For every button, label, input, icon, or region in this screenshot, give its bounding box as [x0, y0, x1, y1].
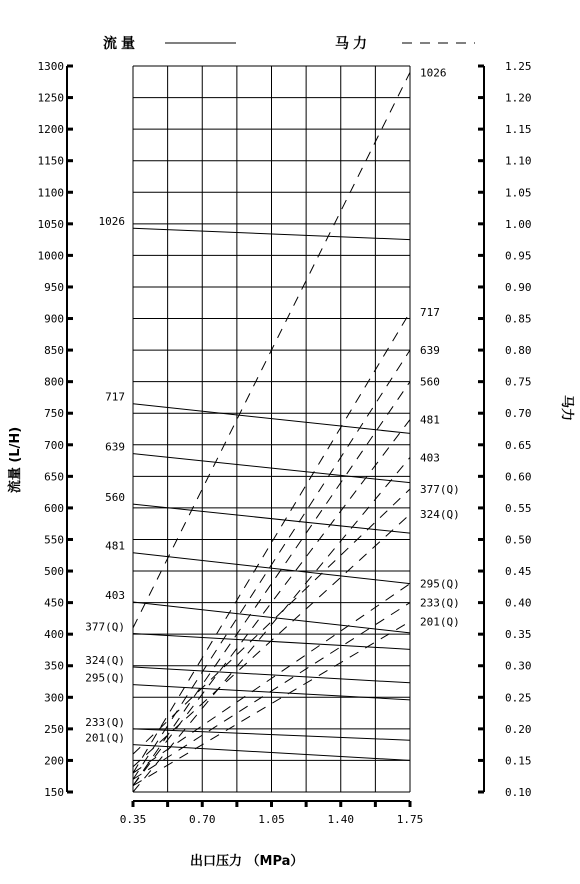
y-left-tick-label: 250 — [44, 722, 64, 736]
y-right-tick-mark — [478, 254, 484, 257]
y-left-tick-mark — [67, 727, 73, 730]
y-right-tick-label: 0.15 — [505, 754, 532, 768]
y-right-tick-label: 0.85 — [505, 312, 532, 326]
flow-curve-label: 201(Q) — [85, 731, 125, 745]
y-right-tick-mark — [478, 443, 484, 446]
y-left-tick-mark — [67, 759, 73, 762]
y-right-tick-label: 0.35 — [505, 628, 532, 642]
y-left-tick-mark — [67, 96, 73, 99]
flow-curve-label: 1026 — [98, 215, 125, 229]
y-right-tick-mark — [478, 791, 484, 794]
y-left-tick-mark — [67, 664, 73, 667]
x-tick-mark — [374, 801, 377, 807]
curve-labels — [85, 66, 460, 744]
y-right-tick-label: 0.50 — [505, 533, 532, 547]
y-axis-left-title: 流量 (L/H) — [8, 426, 23, 494]
y-right-tick-label: 0.80 — [505, 344, 532, 358]
power-curve-label: 639 — [420, 344, 440, 358]
flow-curve-label: 717 — [105, 390, 125, 404]
y-right-tick-mark — [478, 380, 484, 383]
power-curve-label: 233(Q) — [420, 596, 460, 610]
x-tick-mark — [201, 801, 204, 807]
flow-curve-label: 377(Q) — [85, 620, 125, 634]
y-left-tick-mark — [67, 317, 73, 320]
y-left-tick-mark — [67, 570, 73, 573]
flow-curve-label: 295(Q) — [85, 671, 125, 685]
y-left-tick-label: 1250 — [37, 91, 64, 105]
y-right-tick-label: 0.25 — [505, 691, 532, 705]
y-right-tick-label: 1.15 — [505, 123, 532, 137]
x-tick-mark — [305, 801, 308, 807]
y-right-tick-mark — [478, 759, 484, 762]
y-left-tick-mark — [67, 349, 73, 352]
y-left-tick-mark — [67, 159, 73, 162]
power-curve-label: 560 — [420, 375, 440, 389]
y-left-tick-label: 300 — [44, 691, 64, 705]
y-right-tick-mark — [478, 570, 484, 573]
y-left-tick-mark — [67, 380, 73, 383]
y-right-tick-label: 0.60 — [505, 470, 532, 484]
x-tick-mark — [132, 801, 135, 807]
y-right-tick-mark — [478, 538, 484, 541]
power-curve-label: 201(Q) — [420, 615, 460, 629]
flow-curve-label: 481 — [105, 539, 125, 553]
y-left-tick-mark — [67, 222, 73, 225]
y-left-tick-label: 1000 — [37, 249, 64, 263]
y-left-tick-label: 700 — [44, 438, 64, 452]
y-left-tick-label: 550 — [44, 533, 64, 547]
x-tick-mark — [339, 801, 342, 807]
y-right-tick-mark — [478, 506, 484, 509]
y-left-tick-mark — [67, 191, 73, 194]
flow-curve-label: 403 — [105, 588, 125, 602]
power-curve-label: 403 — [420, 451, 440, 465]
power-curve-label: 295(Q) — [420, 577, 460, 591]
y-right-tick-mark — [478, 727, 484, 730]
y-right-tick-mark — [478, 696, 484, 699]
power-curve-label: 481 — [420, 413, 440, 427]
y-left-tick-mark — [67, 128, 73, 131]
y-right-tick-label: 0.75 — [505, 375, 532, 389]
x-axis-title: 出口压力 （MPa） — [190, 854, 304, 869]
y-left-tick-mark — [67, 791, 73, 794]
x-tick-mark — [166, 801, 169, 807]
y-left-tick-label: 1300 — [37, 60, 64, 73]
y-left-tick-mark — [67, 65, 73, 68]
y-right-tick-label: 0.10 — [505, 786, 532, 799]
x-tick-mark — [409, 801, 412, 807]
y-right-tick-label: 0.30 — [505, 659, 532, 673]
flow-curve-label: 324(Q) — [85, 654, 125, 668]
y-left-tick-mark — [67, 538, 73, 541]
y-right-tick-label: 0.70 — [505, 407, 532, 421]
flow-curve-label: 639 — [105, 440, 125, 454]
y-left-tick-mark — [67, 696, 73, 699]
y-left-tick-label: 800 — [44, 375, 64, 389]
x-tick-label: 1.75 — [396, 813, 424, 826]
y-left-tick-mark — [67, 285, 73, 288]
y-left-tick-label: 1050 — [37, 217, 64, 231]
y-left-tick-label: 950 — [44, 280, 64, 294]
x-tick-label: 1.40 — [327, 813, 354, 826]
y-right-tick-label: 1.25 — [505, 60, 532, 73]
y-left-tick-label: 600 — [44, 501, 64, 515]
legend — [103, 35, 475, 52]
legend-power-label: 马力 — [335, 36, 371, 52]
power-curve-label: 324(Q) — [420, 508, 460, 522]
y-right-tick-label: 1.05 — [505, 186, 532, 200]
y-right-tick-label: 1.00 — [505, 217, 532, 231]
y-right-tick-mark — [478, 664, 484, 667]
y-right-tick-mark — [478, 222, 484, 225]
y-right-tick-mark — [478, 475, 484, 478]
y-right-tick-mark — [478, 191, 484, 194]
y-right-tick-mark — [478, 601, 484, 604]
power-curve-label: 377(Q) — [420, 482, 460, 496]
y-right-tick-label: 0.65 — [505, 438, 532, 452]
y-left-tick-label: 850 — [44, 344, 64, 358]
flow-curve-label: 233(Q) — [85, 715, 125, 729]
y-right-tick-label: 0.20 — [505, 722, 532, 736]
y-left-tick-label: 750 — [44, 407, 64, 421]
y-right-tick-label: 1.20 — [505, 91, 532, 105]
y-right-tick-mark — [478, 285, 484, 288]
y-left-tick-mark — [67, 601, 73, 604]
y-right-tick-mark — [478, 317, 484, 320]
y-right-tick-label: 1.10 — [505, 154, 532, 168]
y-left-tick-mark — [67, 633, 73, 636]
y-left-tick-label: 650 — [44, 470, 64, 484]
y-left-tick-label: 150 — [44, 786, 64, 799]
y-left-tick-mark — [67, 254, 73, 257]
flow-curve-label: 560 — [105, 491, 125, 505]
x-tick-label: 1.05 — [258, 813, 285, 826]
x-tick-mark — [235, 801, 238, 807]
y-left-tick-label: 900 — [44, 312, 64, 326]
y-right-tick-mark — [478, 633, 484, 636]
y-right-tick-mark — [478, 349, 484, 352]
y-right-tick-mark — [478, 412, 484, 415]
y-axis-right-title: 马力 — [559, 394, 574, 422]
y-left-tick-label: 1100 — [37, 186, 64, 200]
y-right-tick-label: 0.40 — [505, 596, 532, 610]
y-right-tick-mark — [478, 159, 484, 162]
y-right-tick-mark — [478, 128, 484, 131]
y-left-tick-label: 1200 — [37, 123, 64, 137]
y-left-tick-label: 500 — [44, 565, 64, 579]
x-tick-label: 0.35 — [119, 813, 147, 826]
y-right-tick-label: 0.95 — [505, 249, 532, 263]
y-right-tick-mark — [478, 96, 484, 99]
x-tick-label: 0.70 — [189, 813, 216, 826]
y-left-tick-label: 450 — [44, 596, 64, 610]
y-left-tick-label: 1150 — [37, 154, 64, 168]
y-right-tick-label: 0.90 — [505, 280, 532, 294]
y-left-tick-label: 200 — [44, 754, 64, 768]
legend-flow-label: 流量 — [103, 36, 139, 52]
x-tick-mark — [270, 801, 273, 807]
y-right-tick-label: 0.55 — [505, 501, 532, 515]
y-right-tick-label: 0.45 — [505, 565, 532, 579]
y-left-tick-label: 400 — [44, 628, 64, 642]
power-curve-label: 717 — [420, 306, 440, 320]
y-left-tick-mark — [67, 412, 73, 415]
y-left-tick-mark — [67, 506, 73, 509]
y-left-tick-label: 350 — [44, 659, 64, 673]
y-left-tick-mark — [67, 475, 73, 478]
power-curve-label: 1026 — [420, 66, 447, 80]
y-right-tick-mark — [478, 65, 484, 68]
y-left-tick-mark — [67, 443, 73, 446]
